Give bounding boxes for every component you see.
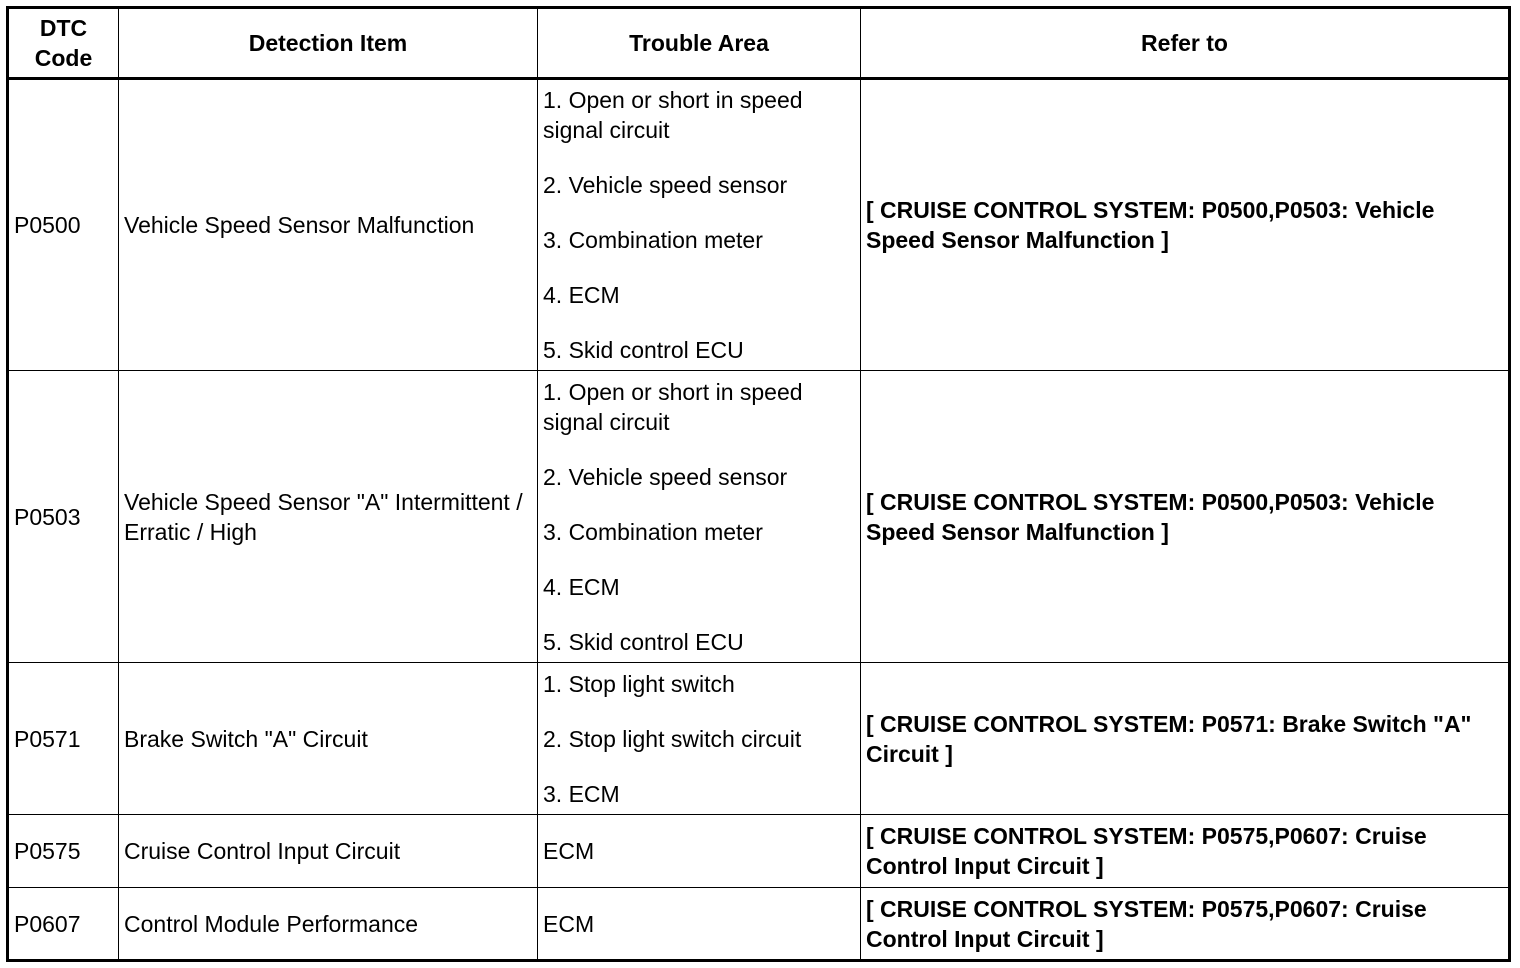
trouble-area-item: 2. Vehicle speed sensor	[543, 463, 788, 490]
trouble-area-item: ECM	[543, 910, 595, 937]
header-trouble-area: Trouble Area	[538, 8, 861, 79]
trouble-area-item: 1. Open or short in speed signal circuit	[543, 87, 803, 143]
trouble-area-item: 1. Open or short in speed signal circuit	[543, 378, 803, 435]
dtc-table	[6, 6, 1511, 962]
detection-item: Vehicle Speed Sensor "A" Intermittent / Erratic / High	[119, 371, 538, 663]
trouble-area-item: 3. Combination meter	[543, 518, 763, 545]
trouble-area	[538, 79, 861, 371]
header-refer-to: Refer to	[861, 8, 1510, 79]
trouble-area-item: 2. Stop light switch circuit	[543, 725, 802, 752]
trouble-area	[538, 371, 861, 663]
refer-link[interactable]: [ CRUISE CONTROL SYSTEM: P0500,P0503: Vehicle Speed Sensor Malfunction ]	[861, 371, 1510, 663]
detection-item: Control Module Performance	[119, 888, 538, 961]
table-row	[8, 815, 1510, 888]
trouble-area-item: 5. Skid control ECU	[543, 337, 744, 363]
dtc-code: P0500	[8, 79, 119, 371]
trouble-area	[538, 888, 861, 961]
refer-link[interactable]: [ CRUISE CONTROL SYSTEM: P0575,P0607: Cruise Control Input Circuit ]	[861, 815, 1510, 888]
dtc-code: P0503	[8, 371, 119, 663]
dtc-code: P0571	[8, 663, 119, 815]
header-row	[8, 8, 1510, 79]
trouble-area	[538, 815, 861, 888]
detection-item: Vehicle Speed Sensor Malfunction	[119, 79, 538, 371]
trouble-area-item: 3. Combination meter	[543, 227, 763, 253]
trouble-area-item: 4. ECM	[543, 282, 620, 308]
trouble-area-item: 5. Skid control ECU	[543, 628, 744, 655]
table-row	[8, 79, 1510, 371]
trouble-area	[538, 663, 861, 815]
table-row	[8, 888, 1510, 961]
refer-link[interactable]: [ CRUISE CONTROL SYSTEM: P0575,P0607: Cruise Control Input Circuit ]	[861, 888, 1510, 961]
header-detection-item: Detection Item	[119, 8, 538, 79]
refer-link[interactable]: [ CRUISE CONTROL SYSTEM: P0571: Brake Switch "A" Circuit ]	[861, 663, 1510, 815]
trouble-area-item: 4. ECM	[543, 573, 620, 600]
trouble-area-item: 1. Stop light switch	[543, 670, 735, 697]
trouble-area-item: 2. Vehicle speed sensor	[543, 172, 788, 198]
trouble-area-item: ECM	[543, 838, 595, 864]
refer-link[interactable]: [ CRUISE CONTROL SYSTEM: P0500,P0503: Vehicle Speed Sensor Malfunction ]	[861, 79, 1510, 371]
trouble-area-item: 3. ECM	[543, 780, 620, 807]
header-dtc-code: DTC Code	[8, 8, 119, 79]
table-row	[8, 663, 1510, 815]
dtc-code: P0607	[8, 888, 119, 961]
detection-item: Brake Switch "A" Circuit	[119, 663, 538, 815]
dtc-code: P0575	[8, 815, 119, 888]
detection-item: Cruise Control Input Circuit	[119, 815, 538, 888]
table-row	[8, 371, 1510, 663]
